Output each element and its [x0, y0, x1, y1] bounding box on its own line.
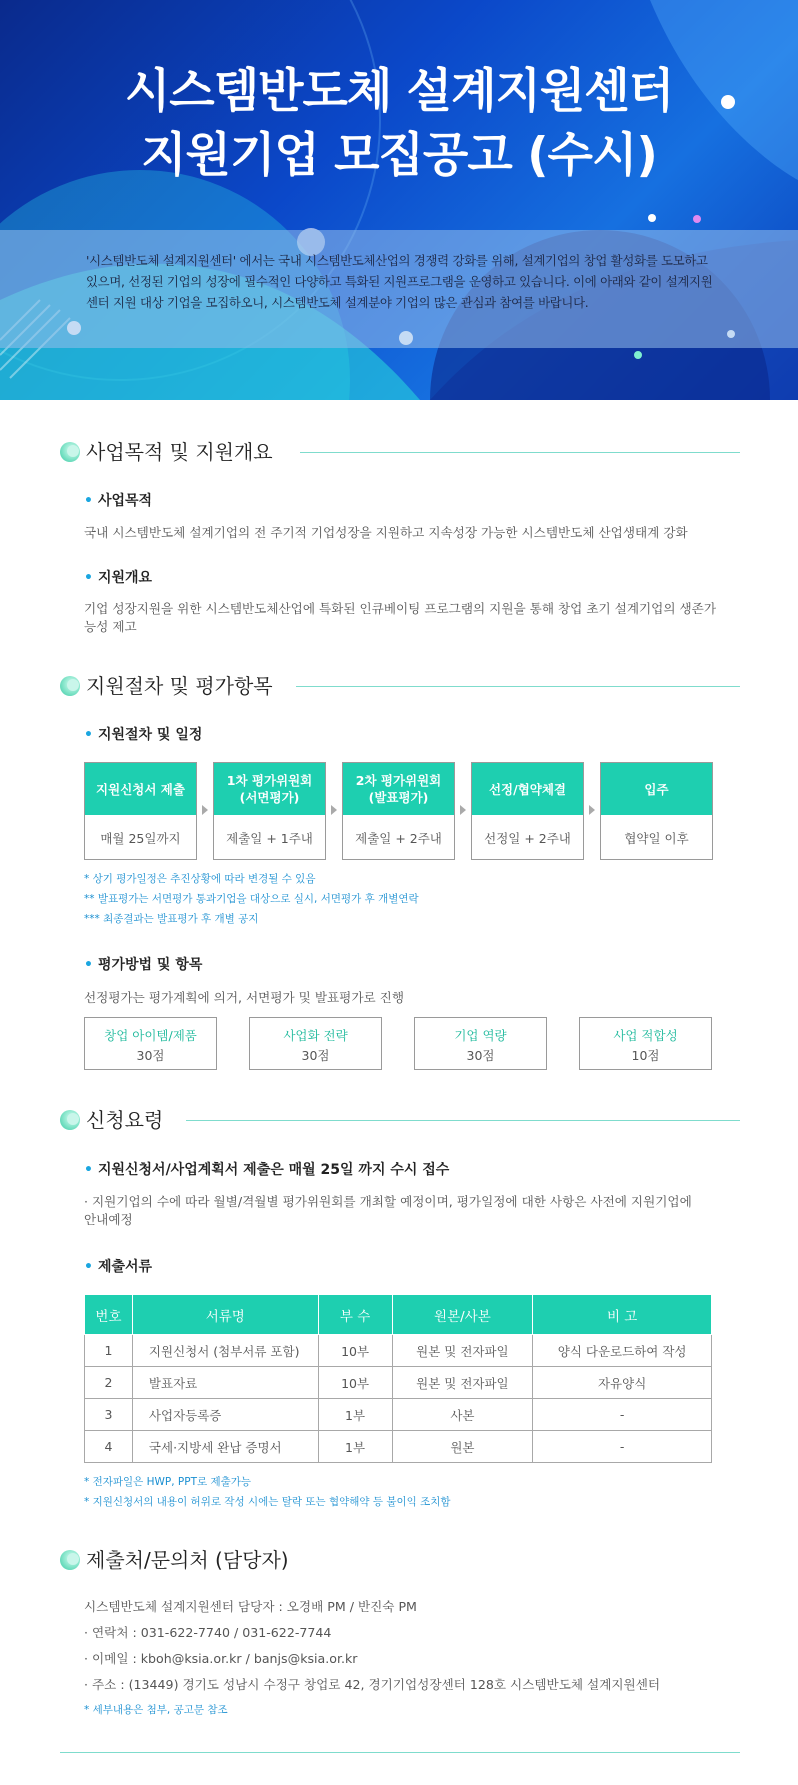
- table-cell: 자유양식: [533, 1367, 712, 1399]
- contact-phone: · 연락처 : 031-622-7740 / 031-622-7744: [84, 1625, 332, 1640]
- overview-heading: • 지원개요: [84, 567, 152, 587]
- evaluation-item-name: 기업 역량: [454, 1028, 507, 1043]
- process-step-timing: 선정일 + 2주내: [484, 830, 571, 846]
- table-cell: 사본: [392, 1399, 533, 1431]
- table-row: [85, 1335, 712, 1367]
- column-header: 비 고: [533, 1295, 712, 1335]
- column-header: 원본/사본: [392, 1295, 533, 1335]
- procedure-note: ** 발표평가는 서면평가 통과기업을 대상으로 실시, 서면평가 후 개별연락: [84, 893, 419, 905]
- table-cell: 원본 및 전자파일: [392, 1335, 533, 1367]
- evaluation-item-name: 사업 적합성: [613, 1028, 678, 1043]
- process-step-title: 2차 평가위원회 (발표평가): [343, 763, 454, 815]
- arrow-right-icon: [589, 805, 595, 815]
- procedure-heading: • 지원절차 및 일정: [84, 724, 202, 744]
- table-cell: 1부: [318, 1399, 392, 1431]
- purpose-heading: • 사업목적: [84, 490, 152, 510]
- table-cell: 국세·지방세 완납 증명서: [132, 1431, 318, 1463]
- table-cell: 1부: [318, 1431, 392, 1463]
- table-cell: 원본 및 전자파일: [392, 1367, 533, 1399]
- documents-table: [84, 1294, 712, 1463]
- documents-notes: [84, 1472, 451, 1512]
- process-step-title: 1차 평가위원회 (서면평가): [214, 763, 325, 815]
- table-cell: 2: [85, 1367, 133, 1399]
- process-step-timing: 협약일 이후: [624, 830, 689, 846]
- table-row: [85, 1431, 712, 1463]
- arrow-right-icon: [331, 805, 337, 815]
- purpose-text: 국내 시스템반도체 설계기업의 전 주기적 기업성장을 지원하고 지속성장 가능한 시스템반도체 산업생태계 강화: [84, 525, 688, 540]
- documents-heading: • 제출서류: [84, 1256, 152, 1276]
- evaluation-item: [84, 1017, 217, 1070]
- process-step: [471, 762, 584, 860]
- process-step: [600, 762, 713, 860]
- section-bullet-icon: [60, 1550, 80, 1570]
- column-header: 서류명: [132, 1295, 318, 1335]
- hero-banner: [0, 0, 798, 400]
- contact-address: · 주소 : (13449) 경기도 성남시 수정구 창업로 42, 경기기업성장센터 128호 시스템반도체 설계지원센터: [84, 1677, 661, 1692]
- procedure-notes: [84, 869, 419, 929]
- process-step: [213, 762, 326, 860]
- arrow-right-icon: [202, 805, 208, 815]
- documents-note: * 전자파일은 HWP, PPT로 제출가능: [84, 1476, 252, 1488]
- table-row: [85, 1367, 712, 1399]
- evaluation-item-score: 30점: [136, 1048, 165, 1063]
- section-title: 사업목적 및 지원개요: [86, 440, 273, 464]
- table-cell: 4: [85, 1431, 133, 1463]
- table-cell: 10부: [318, 1335, 392, 1367]
- documents-note: * 지원신청서의 내용이 허위로 작성 시에는 탈락 또는 협약해약 등 불이익 조치함: [84, 1496, 451, 1508]
- evaluation-item-score: 30점: [466, 1048, 495, 1063]
- contact-info: [84, 1594, 660, 1698]
- section-purpose-header: [60, 436, 740, 466]
- arrow-right-icon: [460, 805, 466, 815]
- procedure-note: * 상기 평가일정은 추진상황에 따라 변경될 수 있음: [84, 873, 316, 885]
- table-cell: 3: [85, 1399, 133, 1431]
- section-bullet-icon: [60, 1110, 80, 1130]
- evaluation-item: [249, 1017, 382, 1070]
- evaluation-item-score: 30점: [301, 1048, 330, 1063]
- table-cell: 사업자등록증: [132, 1399, 318, 1431]
- process-step-title: 입주: [601, 763, 712, 815]
- section-procedure-header: [60, 670, 740, 700]
- evaluation-item-name: 창업 아이템/제품: [104, 1028, 197, 1043]
- hero-description: '시스템반도체 설계지원센터' 에서는 국내 시스템반도체산업의 경쟁력 강화를 위해, 설계기업의 창업 활성화를 도모하고 있으며, 선정된 기업의 성장에 필수적인 다양하고 특화된 지원프로그램을 운영하고 있습니다. 이에 아래와 같이 설계지원센터 지원 대상 기업을 모집하오니, 시스템반도체 설계분야 기업의 많은 관심과 참여를 바랍니다.: [86, 253, 713, 310]
- table-cell: -: [533, 1399, 712, 1431]
- table-cell: 10부: [318, 1367, 392, 1399]
- section-title: 신청요령: [86, 1108, 164, 1132]
- application-heading: • 지원신청서/사업계획서 제출은 매월 25일 까지 수시 접수: [84, 1159, 449, 1179]
- evaluation-item: [414, 1017, 547, 1070]
- hero-title-line2: 지원기업 모집공고 (수시): [141, 128, 657, 183]
- section-bullet-icon: [60, 442, 80, 462]
- contact-manager: 시스템반도체 설계지원센터 담당자 : 오경배 PM / 반진숙 PM: [84, 1599, 417, 1614]
- table-cell: 발표자료: [132, 1367, 318, 1399]
- section-contact-header: [60, 1544, 740, 1574]
- overview-text: 기업 성장지원을 위한 시스템반도체산업에 특화된 인큐베이팅 프로그램의 지원을 통해 창업 초기 설계기업의 생존가능성 제고: [84, 601, 716, 634]
- section-title: 지원절차 및 평가항목: [86, 674, 273, 698]
- section-bullet-icon: [60, 676, 80, 696]
- process-step-timing: 제출일 + 1주내: [226, 830, 313, 846]
- contact-note: * 세부내용은 첨부, 공고문 참조: [84, 1704, 228, 1716]
- table-cell: -: [533, 1431, 712, 1463]
- table-row: [85, 1399, 712, 1431]
- bottom-divider: [60, 1752, 740, 1753]
- table-cell: 양식 다운로드하여 작성: [533, 1335, 712, 1367]
- evaluation-item-name: 사업화 전략: [283, 1028, 348, 1043]
- section-title: 제출처/문의처 (담당자): [86, 1548, 289, 1572]
- process-step: [342, 762, 455, 860]
- application-text: · 지원기업의 수에 따라 월별/격월별 평가위원회를 개최할 예정이며, 평가일정에 대한 사항은 사전에 지원기업에 안내예정: [84, 1194, 692, 1227]
- table-cell: 원본: [392, 1431, 533, 1463]
- evaluation-text: 선정평가는 평가계획에 의거, 서면평가 및 발표평가로 진행: [84, 990, 404, 1005]
- section-application-header: [60, 1104, 740, 1134]
- process-step-timing: 매월 25일까지: [100, 830, 181, 846]
- evaluation-heading: • 평가방법 및 항목: [84, 954, 202, 974]
- column-header: 번호: [85, 1295, 133, 1335]
- procedure-note: *** 최종결과는 발표평가 후 개별 공지: [84, 913, 259, 925]
- table-cell: 1: [85, 1335, 133, 1367]
- process-step: [84, 762, 197, 860]
- table-header-row: [85, 1295, 712, 1335]
- table-cell: 지원신청서 (첨부서류 포함): [132, 1335, 318, 1367]
- section-divider: [186, 1120, 740, 1121]
- column-header: 부 수: [318, 1295, 392, 1335]
- contact-email: · 이메일 : kboh@ksia.or.kr / banjs@ksia.or.kr: [84, 1651, 358, 1666]
- process-step-title: 지원신청서 제출: [85, 763, 196, 815]
- process-step-timing: 제출일 + 2주내: [355, 830, 442, 846]
- evaluation-item: [579, 1017, 712, 1070]
- section-divider: [296, 686, 740, 687]
- evaluation-item-score: 10점: [631, 1048, 660, 1063]
- process-step-title: 선정/협약체결: [472, 763, 583, 815]
- section-divider: [300, 452, 740, 453]
- hero-title-line1: 시스템반도체 설계지원센터: [124, 64, 674, 119]
- hero-title: [0, 60, 798, 188]
